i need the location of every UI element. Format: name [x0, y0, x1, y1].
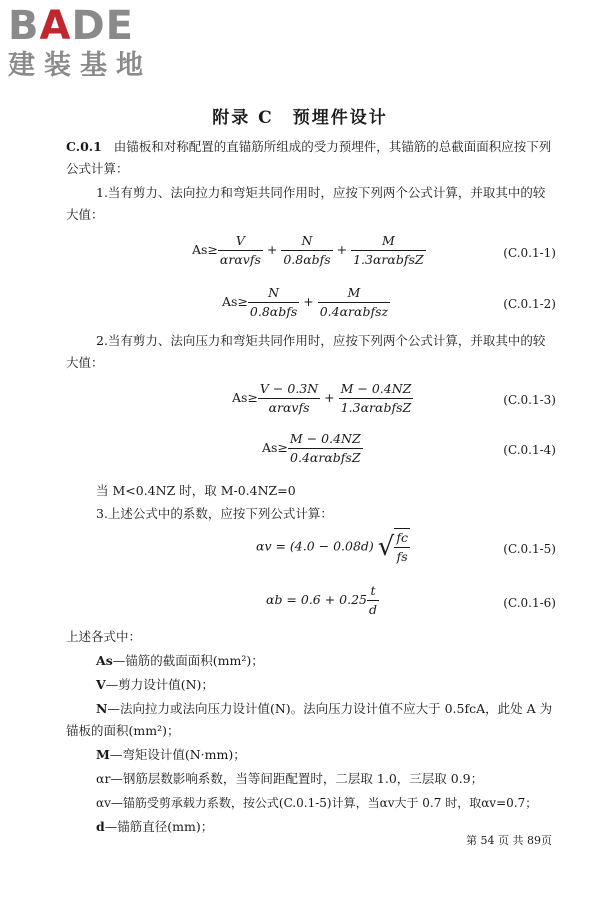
clause-number: C.0.1: [66, 139, 102, 154]
equation-label: (C.0.1-5): [503, 542, 556, 556]
item-3: 3.上述公式中的系数，应按下列公式计算：: [96, 506, 333, 521]
equation-label: (C.0.1-1): [503, 246, 556, 260]
equation-label: (C.0.1-3): [503, 393, 556, 407]
def-m: M—弯矩设计值(N·mm)；: [96, 747, 246, 762]
equation-label: (C.0.1-4): [503, 443, 556, 457]
logo-subtitle: 建装基地: [8, 50, 152, 81]
equation-c011: As≥ $\frac{V}{\text{αrαvfs}}$ + $\frac{N}{\text{0.8αbfs}}$ + $\frac{M}{\text{1.3αrαbfsZ}}$: [192, 233, 424, 267]
def-as: As—锚筋的截面面积(mm²)；: [96, 653, 264, 668]
clause-c01: [66, 136, 556, 180]
equation-c014: As≥ $\frac{M - 0.4NZ}{\text{0.4αrαbfsZ}}$: [262, 431, 361, 465]
page-number: 第 54 页 共 89页: [466, 834, 552, 847]
clause-text: 由锚板和对称配置的直锚筋所组成的受力预埋件，其锚筋的总截面面积应按下列公式计算：: [66, 139, 552, 176]
equation-label: (C.0.1-2): [503, 297, 556, 311]
def-d: d—锚筋直径(mm)；: [96, 819, 214, 834]
def-n: N—法向拉力或法向压力设计值(N)。法向压力设计值不应大于 0.5fcA，此处 A 为锚板的面积(mm²)；: [66, 701, 553, 738]
equation-c012: As≥ $\frac{N}{\text{0.8αbfs}}$ + $\frac{M}{\text{0.4αrαbfsz}}$: [222, 285, 389, 319]
brand-logo: [8, 4, 152, 82]
page-title: 附录 C 预埋件设计: [212, 108, 388, 128]
equation-label: (C.0.1-6): [503, 596, 556, 610]
where-heading: 上述各式中：: [66, 629, 142, 644]
logo-wordmark: BADE: [8, 3, 134, 49]
equation-c013: As≥ $\frac{V - 0.3N}{\text{αrαvfs}}$ + $\frac{M - 0.4NZ}{\text{1.3αrαbfsZ}}$: [232, 381, 412, 415]
equation-c016: αb = 0.6 + 0.25 $\frac{t}{d}$: [266, 583, 378, 617]
def-alpha-v: αv—锚筋受剪承载力系数，按公式(C.0.1-5)计算，当αv大于 0.7 时，取αv=0.7；: [96, 796, 538, 810]
note-m: 当 M<0.4NZ 时，取 M-0.4NZ=0: [96, 483, 296, 498]
equation-c015: αv = (4.0 − 0.08d) √ $\frac{fc}{fs}$: [256, 530, 409, 564]
item-1: 1.当有剪力、法向拉力和弯矩共同作用时，应按下列两个公式计算，并取其中的较大值：: [66, 185, 546, 222]
def-alpha-r: αr—钢筋层数影响系数，当等间距配置时，二层取 1.0，三层取 0.9；: [96, 771, 484, 786]
def-v: V—剪力设计值(N)；: [96, 677, 214, 692]
item-2: 2.当有剪力、法向压力和弯矩共同作用时，应按下列两个公式计算，并取其中的较大值：: [66, 333, 546, 370]
